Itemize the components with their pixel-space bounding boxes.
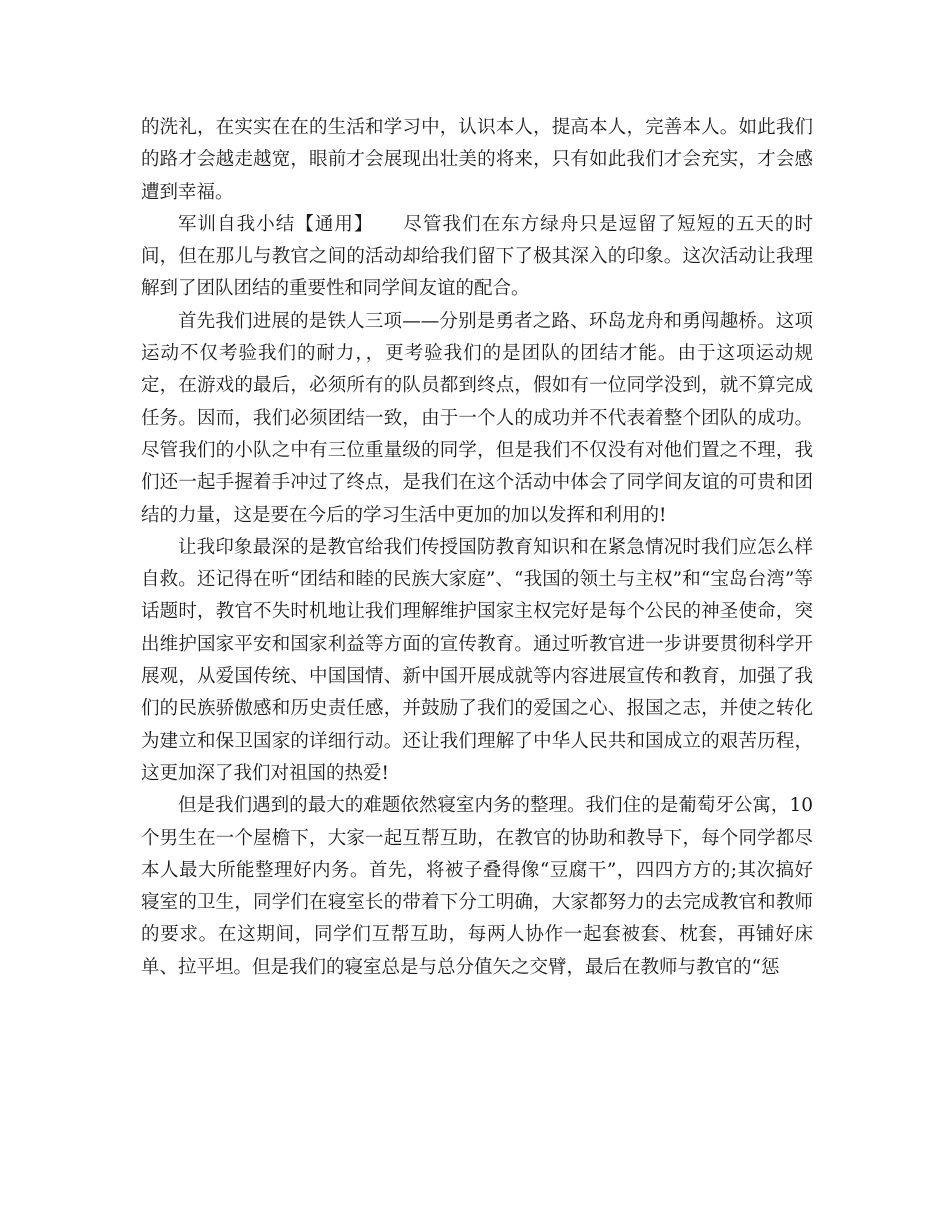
paragraph-dorm-tidying: 但是我们遇到的最大的难题依然寝室内务的整理。我们住的是葡萄牙公寓，10个男生在一个屋檐下，大家一起互帮互助，在教官的协助和教导下，每个同学都尽本人最大所能整理好内务。首先，将被子叠得像“豆腐干”，四四方方的;其次搞好寝室的卫生，同学们在寝室长的带着下分工明确，大家都努力的去完成教官和教师的要求。在这期间，同学们互帮互助，每两人协作一起套被套、枕套，再铺好床单、拉平坦。但是我们的寝室总是与总分值矢之交臂，最后在教师与教官的“惩 bbox=[141, 795, 813, 978]
paragraph-summary-intro: 军训自我小结【通用】 尽管我们在东方绿舟只是逗留了短短的五天的时间，但在那儿与教官之间的活动却给我们留下了极其深入的印象。这次活动让我理解到了团队团结的重要性和同学间友谊的配合。 bbox=[141, 213, 813, 300]
paragraph-ironman: 首先我们进展的是铁人三项——分别是勇者之路、环岛龙舟和勇闯趣桥。这项运动不仅考验我们的耐力，，更考验我们的是团队的团结才能。由于这项运动规定，在游戏的最后，必须所有的队员都到终点，假如有一位同学没到，就不算完成任务。因而，我们必须团结一致，由于一个人的成功并不代表着整个团队的成功。尽管我们的小队之中有三位重量级的同学，但是我们不仅没有对他们置之不理，我们还一起手握着手冲过了终点，是我们在这个活动中体会了同学间友谊的可贵和团结的力量，这是要在今后的学习生活中更加的加以发挥和利用的! bbox=[141, 310, 813, 526]
paragraph-continuation: 的洗礼，在实实在在的生活和学习中，认识本人，提高本人，完善本人。如此我们的路才会越走越宽，眼前才会展现出壮美的将来，只有如此我们才会充实，才会感遭到幸福。 bbox=[141, 117, 813, 203]
document-body bbox=[141, 112, 813, 984]
paragraph-defense-education: 让我印象最深的是教官给我们传授国防教育知识和在紧急情况时我们应怎么样自救。还记得在听“团结和睦的民族大家庭”、“我国的领土与主权”和“宝岛台湾”等话题时，教官不失时机地让我们理解维护国家主权完好是每个公民的神圣使命，突出维护国家平安和国家利益等方面的宣传教育。通过听教官进一步讲要贯彻科学开展观，从爱国传统、中国国情、新中国开展成就等内容进展宣传和教育，加强了我们的民族骄傲感和历史责任感，并鼓励了我们的爱国之心、报国之志，并使之转化为建立和保卫国家的详细行动。还让我们理解了中华人民共和国成立的艰苦历程，这更加深了我们对祖国的热爱! bbox=[141, 536, 813, 784]
